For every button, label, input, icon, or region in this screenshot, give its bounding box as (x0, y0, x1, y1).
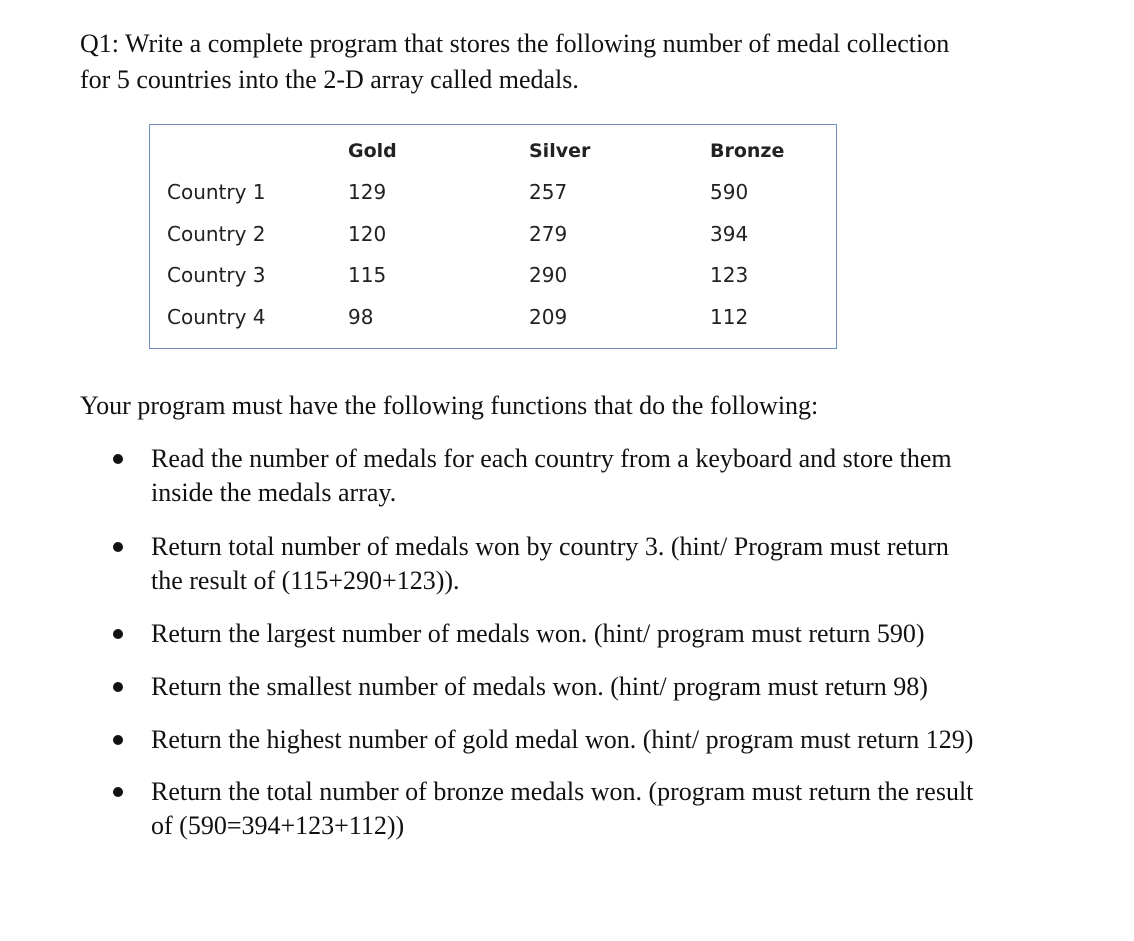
functions-intro: Your program must have the following functions that do the following: (80, 391, 819, 420)
question-heading (80, 26, 1080, 98)
header-silver: Silver (529, 140, 591, 162)
row-2-gold: 120 (348, 222, 387, 246)
row-2-bronze: 394 (710, 222, 749, 246)
bullet-1-line-1: Read the number of medals for each country from a keyboard and store them (151, 444, 952, 473)
row-1-silver: 257 (529, 180, 568, 204)
row-3-silver: 290 (529, 263, 568, 287)
bullet-1-line-2: inside the medals array. (151, 478, 397, 507)
question-line-1: Q1: Write a complete program that stores the following number of medal collection (80, 29, 950, 58)
row-1-gold: 129 (348, 180, 387, 204)
row-2-silver: 279 (529, 222, 568, 246)
header-bronze: Bronze (710, 140, 785, 162)
bullet-icon (113, 735, 123, 745)
row-1-bronze: 590 (710, 180, 749, 204)
header-gold: Gold (348, 140, 397, 162)
row-2-country: Country 2 (167, 222, 266, 246)
bullet-2-line-1: Return total number of medals won by country 3. (hint/ Program must return (151, 532, 949, 561)
row-4-country: Country 4 (167, 305, 266, 329)
bullet-icon (113, 787, 123, 797)
bullet-icon (113, 629, 123, 639)
bullet-4-text: Return the smallest number of medals won. (hint/ program must return 98) (151, 672, 928, 701)
bullet-6-line-2: of (590=394+123+112)) (151, 811, 405, 840)
row-3-gold: 115 (348, 263, 387, 287)
row-4-silver: 209 (529, 305, 568, 329)
row-3-country: Country 3 (167, 263, 266, 287)
bullet-5-text: Return the highest number of gold medal won. (hint/ program must return 129) (151, 725, 974, 754)
medals-table (149, 124, 837, 349)
row-1-country: Country 1 (167, 180, 266, 204)
bullet-icon (113, 454, 123, 464)
bullet-2-line-2: the result of (115+290+123)). (151, 566, 460, 595)
bullet-icon (113, 542, 123, 552)
bullet-6-line-1: Return the total number of bronze medals won. (program must return the result (151, 777, 974, 806)
bullet-icon (113, 682, 123, 692)
bullet-3-text: Return the largest number of medals won. (hint/ program must return 590) (151, 619, 925, 648)
row-3-bronze: 123 (710, 263, 749, 287)
row-4-gold: 98 (348, 305, 374, 329)
question-line-2: for 5 countries into the 2-D array called medals. (80, 65, 579, 94)
row-4-bronze: 112 (710, 305, 749, 329)
